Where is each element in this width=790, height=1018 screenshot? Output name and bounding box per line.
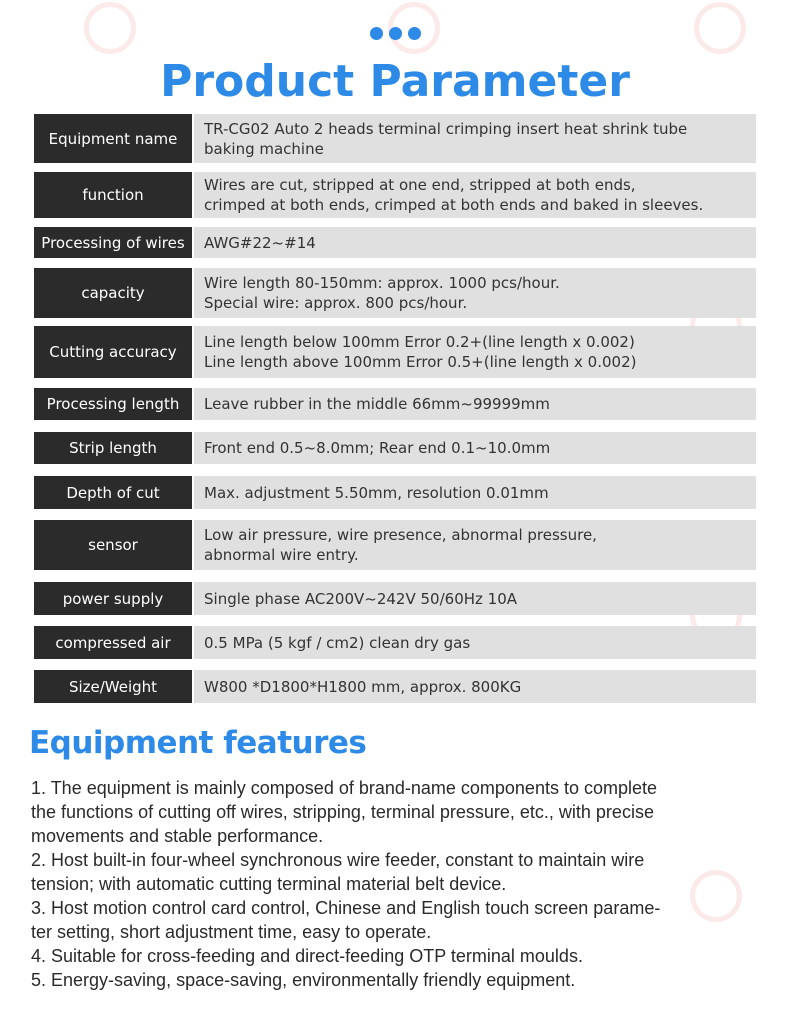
parameter-value — [194, 520, 756, 570]
parameter-value — [194, 114, 756, 163]
parameter-value-line: Front end 0.5~8.0mm; Rear end 0.1~10.0mm — [204, 439, 551, 457]
parameter-row — [34, 388, 756, 420]
feature-line: 3. Host motion control card control, Chinese and English touch screen parame- — [31, 898, 661, 918]
parameter-label: Cutting accuracy — [34, 326, 192, 378]
parameter-value-line: Wires are cut, stripped at one end, stripped at both ends, — [204, 176, 636, 194]
parameter-value — [194, 268, 756, 318]
parameter-value-line: Wire length 80-150mm: approx. 1000 pcs/hour. — [204, 274, 560, 292]
parameter-row — [34, 268, 756, 318]
parameter-label: function — [34, 172, 192, 218]
parameter-row — [34, 476, 756, 509]
dot-icon — [389, 27, 402, 40]
parameter-label: Depth of cut — [34, 476, 192, 509]
parameter-label: power supply — [34, 582, 192, 615]
parameter-label: capacity — [34, 268, 192, 318]
feature-line: 2. Host built-in four-wheel synchronous wire feeder, constant to maintain wire — [31, 850, 645, 870]
parameter-row — [34, 670, 756, 703]
feature-line: 1. The equipment is mainly composed of brand-name components to complete — [31, 778, 658, 798]
page-title: Product Parameter — [160, 56, 630, 107]
feature-line: movements and stable performance. — [31, 826, 324, 846]
feature-line: tension; with automatic cutting terminal material belt device. — [31, 874, 507, 894]
parameter-value-line: TR-CG02 Auto 2 heads terminal crimping insert heat shrink tube — [204, 119, 688, 138]
feature-line: ter setting, short adjustment time, easy to operate. — [31, 922, 432, 942]
parameter-value-line: crimped at both ends, crimped at both ends and baked in sleeves. — [204, 196, 704, 214]
parameter-value-line: abnormal wire entry. — [204, 546, 359, 564]
parameter-row — [34, 582, 756, 615]
parameter-value-line: baking machine — [204, 139, 324, 158]
parameter-value-line: Single phase AC200V~242V 50/60Hz 10A — [204, 589, 518, 608]
parameter-value — [194, 626, 756, 659]
parameter-row — [34, 432, 756, 464]
parameter-label: Processing length — [34, 388, 192, 420]
parameter-label: Size/Weight — [34, 670, 192, 703]
parameter-label: Processing of wires — [34, 227, 192, 258]
parameter-value — [194, 326, 756, 378]
parameter-row — [34, 114, 756, 163]
parameter-value-line: Leave rubber in the middle 66mm~99999mm — [204, 395, 550, 413]
parameter-value — [194, 432, 756, 464]
parameter-row — [34, 626, 756, 659]
parameter-row — [34, 520, 756, 570]
dot-icon — [370, 27, 383, 40]
parameter-value-line: Max. adjustment 5.50mm, resolution 0.01mm — [204, 483, 549, 502]
feature-line: the functions of cutting off wires, stripping, terminal pressure, etc., with precise — [31, 802, 654, 822]
parameter-value-line: W800 *D1800*H1800 mm, approx. 800KG — [204, 677, 522, 696]
parameter-label: sensor — [34, 520, 192, 570]
parameter-label: Strip length — [34, 432, 192, 464]
parameter-value — [194, 388, 756, 420]
parameter-value — [194, 227, 756, 258]
parameter-label: compressed air — [34, 626, 192, 659]
decorative-dots-icon — [0, 27, 790, 40]
parameter-value — [194, 582, 756, 615]
features-list — [31, 776, 766, 992]
dot-icon — [408, 27, 421, 40]
parameter-value-line: 0.5 MPa (5 kgf / cm2) clean dry gas — [204, 633, 471, 652]
parameter-label: Equipment name — [34, 114, 192, 163]
parameter-row — [34, 227, 756, 258]
parameter-row — [34, 172, 756, 218]
feature-line: 4. Suitable for cross-feeding and direct-feeding OTP terminal moulds. — [31, 946, 583, 966]
feature-line: 5. Energy-saving, space-saving, environmentally friendly equipment. — [31, 970, 576, 990]
parameter-value — [194, 172, 756, 218]
features-heading: Equipment features — [29, 725, 367, 761]
parameter-value-line: Line length above 100mm Error 0.5+(line length x 0.002) — [204, 353, 637, 371]
parameter-value — [194, 670, 756, 703]
parameter-value — [194, 476, 756, 509]
parameter-value-line: AWG#22~#14 — [204, 233, 316, 252]
parameter-value-line: Special wire: approx. 800 pcs/hour. — [204, 294, 468, 312]
parameter-value-line: Low air pressure, wire presence, abnormal pressure, — [204, 526, 597, 544]
parameter-row — [34, 326, 756, 378]
parameter-value-line: Line length below 100mm Error 0.2+(line length x 0.002) — [204, 333, 635, 351]
